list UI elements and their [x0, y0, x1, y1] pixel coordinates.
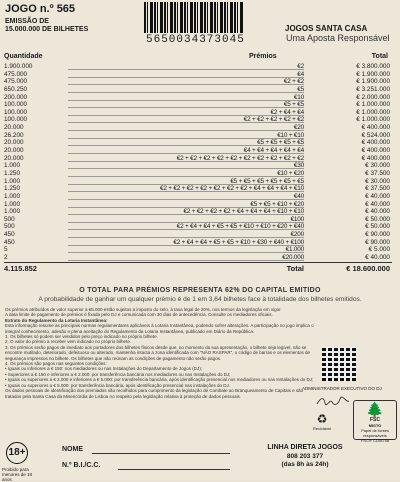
row-prizes: €20.000	[282, 254, 304, 262]
row-prizes: €40	[293, 192, 304, 200]
table-row	[4, 216, 392, 224]
row-quantity: 475.000	[4, 70, 28, 78]
total-quantity: 4.115.852	[4, 263, 37, 273]
table-row	[4, 139, 392, 147]
prize-table	[4, 53, 392, 272]
table-row	[4, 162, 392, 170]
recyclable-badge	[311, 412, 333, 431]
fsc-line: Papel de fontes responsáveis	[361, 428, 389, 438]
row-prizes: €2 + €2 + €2 + €2 + €4 + €4 + €4 + €10 + €10	[183, 208, 304, 216]
brand-name: JOGOS SANTA CASA	[285, 24, 368, 33]
row-prizes: €200	[290, 231, 304, 239]
row-prizes: €2 + €2 + €2 + €2 + €2	[243, 116, 304, 124]
fine-print-paragraph: • Iguais ou superiores a € 5.000: por transferência bancária, após identificação presencial nas instalações do DJ.	[5, 382, 230, 388]
row-prizes: €2 + €4 + €4	[270, 108, 304, 116]
row-prizes: €5 + €5	[283, 101, 304, 109]
row-quantity: 1.250	[4, 185, 20, 193]
qr-code	[322, 347, 356, 381]
row-prizes: €10	[293, 93, 304, 101]
age-restriction-icon: 18+	[6, 442, 28, 464]
row-quantity: 100.000	[4, 101, 28, 109]
row-total: € 30.000	[365, 162, 390, 170]
fsc-badge	[353, 400, 397, 443]
row-prizes: €5	[297, 85, 304, 93]
row-prizes: €1.000	[285, 246, 304, 254]
row-total: € 40.000	[365, 208, 390, 216]
table-row	[4, 109, 392, 117]
recycle-icon: ♻	[316, 412, 328, 426]
row-quantity: 1.000	[4, 177, 20, 185]
column-header-quantity: Quantidade	[4, 53, 43, 60]
row-quantity: 100.000	[4, 108, 28, 116]
row-quantity: 450	[4, 238, 15, 246]
hotline-phone: 808 203 377	[286, 453, 324, 460]
barcode	[144, 2, 244, 33]
fine-print-paragraph: Esta informação resume as principais normas regulamentares aplicáveis à Lotaria Instantânea, podendo sofrer alterações. A participação no jogo implica o integral conhecimento, adesão e plena aceitação do Regulamento da Lotaria Instantânea, publicado em Diário da República.	[5, 323, 314, 334]
name-field-label: NOME	[62, 446, 83, 453]
row-total: € 2.000.000	[356, 93, 390, 101]
hotline-title: LINHA DIRETA JOGOS	[267, 444, 343, 451]
fine-print-paragraph: Os prémios atribuídos de valor superior a €5.000 estão sujeitos a imposto do selo, à taxa legal de 20%, nos termos da legislação em vigor.	[5, 307, 282, 312]
prize-table-header	[4, 53, 392, 63]
fsc-mark: FSC	[370, 417, 380, 423]
fine-print-paragraph: • Superiores a € 150 e inferiores a € 2.000: por transferência bancária nos mediadores ou nas Instalações do DJ;	[5, 371, 231, 377]
table-row	[4, 101, 392, 109]
fine-print-paragraph: 4. Os prémios são pagos nas seguintes condições:	[5, 361, 107, 367]
row-total: € 40.000	[365, 254, 390, 262]
table-row	[4, 63, 392, 71]
row-prizes: €30	[293, 162, 304, 170]
name-field-line[interactable]	[92, 453, 230, 454]
admin-label: ADMINISTRADOR EXECUTIVO DO DJ	[302, 386, 382, 391]
row-quantity: 1.250	[4, 169, 20, 177]
table-row	[4, 208, 392, 216]
id-field-line[interactable]	[118, 469, 230, 470]
row-total: € 3.251.000	[356, 85, 390, 93]
table-row	[4, 124, 392, 132]
row-total: € 5.000	[368, 246, 390, 254]
row-prizes: €100	[290, 215, 304, 223]
table-row	[4, 155, 392, 163]
total-row	[4, 262, 392, 272]
table-row	[4, 86, 392, 94]
row-total: € 40.000	[365, 200, 390, 208]
row-prizes: €20	[293, 124, 304, 132]
row-quantity: 5	[4, 246, 8, 254]
fsc-code: FSC® C108708	[360, 438, 390, 443]
emission-info	[5, 18, 115, 34]
row-quantity: 1.000	[4, 162, 20, 170]
row-prizes: €2	[297, 63, 304, 70]
barcode-number: 5650034373045	[146, 34, 245, 46]
row-total: € 90.000	[365, 231, 390, 239]
table-row	[4, 223, 392, 231]
row-total: € 50.000	[365, 215, 390, 223]
row-total: € 400.000	[361, 154, 390, 162]
row-prizes: €2 + €4 + €4 + €5 + €5 + €10 + €10 + €20 + €40	[176, 223, 304, 231]
row-prizes: €10 + €10	[277, 131, 304, 139]
row-quantity: 1.000	[4, 208, 20, 216]
table-row	[4, 71, 392, 79]
row-total: € 1.000.000	[356, 108, 390, 116]
table-row	[4, 254, 392, 262]
row-quantity: 650.250	[4, 85, 28, 93]
row-total: € 37.500	[365, 185, 390, 193]
row-quantity: 1.000	[4, 192, 20, 200]
row-prizes: €2 + €2	[283, 78, 304, 86]
probability-text: A probabilidade de ganhar um qualquer prémio é de 1 em 3,64 bilhetes face à totalidade dos bilhetes emitidos.	[38, 296, 362, 303]
row-total: € 50.000	[365, 223, 390, 231]
table-row	[4, 78, 392, 86]
row-quantity: 1.900.000	[4, 63, 33, 70]
row-total: € 30.000	[365, 177, 390, 185]
row-quantity: 20.000	[4, 124, 24, 132]
row-prizes: €5 + €5 + €10 + €20	[250, 200, 304, 208]
row-quantity: 1.000	[4, 200, 20, 208]
row-total: € 400.000	[361, 124, 390, 132]
row-prizes: €2 + €2 + €2 + €2 + €2 + €2 + €2 + €4 + €4 + €4 + €10	[160, 185, 304, 193]
table-row	[4, 201, 392, 209]
signature-icon	[316, 395, 350, 407]
total-label: Total	[286, 263, 304, 273]
row-total: € 400.000	[361, 147, 390, 155]
prize-percentage-text: O TOTAL PARA PRÉMIOS REPRESENTA 62% DO CAPITAL EMITIDO	[79, 287, 321, 294]
row-prizes: €2 + €2 + €2 + €2 + €2 + €2 + €2 + €2 + €2 + €2	[176, 154, 304, 162]
row-quantity: 26.200	[4, 131, 24, 139]
fine-print-paragraph: 1. Os bilhetes só podem ser vendidos pelo preço indicado no próprio bilhete.	[5, 334, 158, 340]
table-row	[4, 239, 392, 247]
table-row	[4, 170, 392, 178]
ticket-header	[0, 0, 400, 52]
fine-print-paragraph: Extrato do Regulamento da Lotaria Instantânea:	[5, 317, 108, 323]
table-row	[4, 132, 392, 140]
row-quantity: 20.000	[4, 147, 24, 155]
total-value: € 18.600.000	[346, 263, 390, 273]
prize-rows	[4, 63, 392, 262]
table-row	[4, 116, 392, 124]
row-prizes: €4 + €4 + €4 + €4 + €4	[243, 147, 304, 155]
row-quantity: 100.000	[4, 116, 28, 124]
column-header-total: Total	[371, 53, 388, 60]
fsc-misto: MISTO	[368, 423, 382, 428]
row-quantity: 200.000	[4, 93, 28, 101]
row-quantity: 2	[4, 254, 8, 262]
table-row	[4, 178, 392, 186]
row-total: € 1.000.000	[356, 101, 390, 109]
fsc-tree-icon: 🌲	[366, 401, 384, 417]
row-quantity: 475.000	[4, 78, 28, 86]
row-total: € 40.000	[365, 192, 390, 200]
fine-print-paragraph: Os dados pessoais de identificação dos premiados são recolhidos para cumprimento da legislação de Combate ao Branqueamento de Capitais e são tratados pela Santa Casa da Misericórdia de Lisboa no respeito pela legislação relativa à proteção de dados pessoais.	[5, 388, 304, 399]
table-row	[4, 147, 392, 155]
recyclable-label: Reciclável	[312, 426, 332, 431]
table-row	[4, 231, 392, 239]
table-row	[4, 246, 392, 254]
age-restriction-label: Proibido para menores de 18 anos	[2, 467, 33, 482]
brand-slogan: Uma Aposta Responsável	[286, 33, 390, 43]
table-row	[4, 185, 392, 193]
row-total: € 1.000.000	[356, 116, 390, 124]
row-total: € 37.500	[365, 169, 390, 177]
row-quantity: 500	[4, 223, 15, 231]
table-row	[4, 193, 392, 201]
row-prizes: €5 + €5 + €5 + €5	[257, 139, 304, 147]
row-total: € 400.000	[361, 139, 390, 147]
fine-print-paragraph: • Iguais ou inferiores a € 150: nos mediadores ou nas Instalações do Departamento de Jogos (DJ);	[5, 366, 202, 372]
row-quantity: 450	[4, 231, 15, 239]
fine-print-paragraph: • Iguais ou superiores a € 2.000 e inferiores a € 5.000: por transferência bancária, após identificação presencial nos mediadores ou nas Instalações do DJ;	[5, 377, 314, 383]
row-total: € 1.900.000	[356, 78, 390, 86]
row-total: € 524.000	[361, 131, 390, 139]
hotline-hours: (das 8h às 24h)	[281, 461, 329, 468]
row-quantity: 20.000	[4, 154, 24, 162]
emission-line-2: 15.000.000 DE BILHETES	[5, 26, 89, 33]
ticket-footer	[0, 440, 400, 480]
table-row	[4, 94, 392, 102]
emission-line-1: EMISSÃO DE	[5, 18, 49, 25]
id-field-label: N.º B.I./C.C.	[62, 462, 101, 469]
row-prizes: €10 + €20	[277, 169, 304, 177]
fine-print-paragraph: 3. Os prémios serão pagos de imediato aos portadores dos bilhetes físicos desde que, no momento da sua apresentação, o bilhete seja legível, não se encontre mutilado, deteriorado, defeituoso ou alterado, mantenha intacta a zona identificada com "NÃO RASPAR", o código de barras e os elementos de segurança impressos no bilhete. Os bilhetes que não reúnam as condições de pagamento não serão pagos.	[5, 344, 311, 361]
row-total: € 1.900.000	[356, 70, 390, 78]
row-prizes: €5 + €5 + €5 + €5 + €5 + €5	[230, 177, 304, 185]
row-prizes: €4	[297, 70, 304, 78]
game-number: JOGO n.º 565	[5, 3, 76, 15]
row-prizes: €2 + €4 + €4 + €5 + €5 + €10 + €30 + €40 + €100	[173, 238, 304, 246]
row-total: € 90.000	[365, 238, 390, 246]
row-total: € 3.800.000	[356, 63, 390, 70]
column-header-prizes: Prémios	[249, 53, 277, 60]
row-quantity: 20.000	[4, 139, 24, 147]
row-quantity: 500	[4, 215, 15, 223]
fine-print-paragraph: 2. O valor do prémio a receber vem indicado no próprio bilhete.	[5, 339, 132, 345]
fine-print-paragraph: A data limite de pagamento de prémios é fixada pelo DJ e comunicada com 30 dias de antecedência. Consulte os mediadores oficiais.	[5, 312, 273, 318]
